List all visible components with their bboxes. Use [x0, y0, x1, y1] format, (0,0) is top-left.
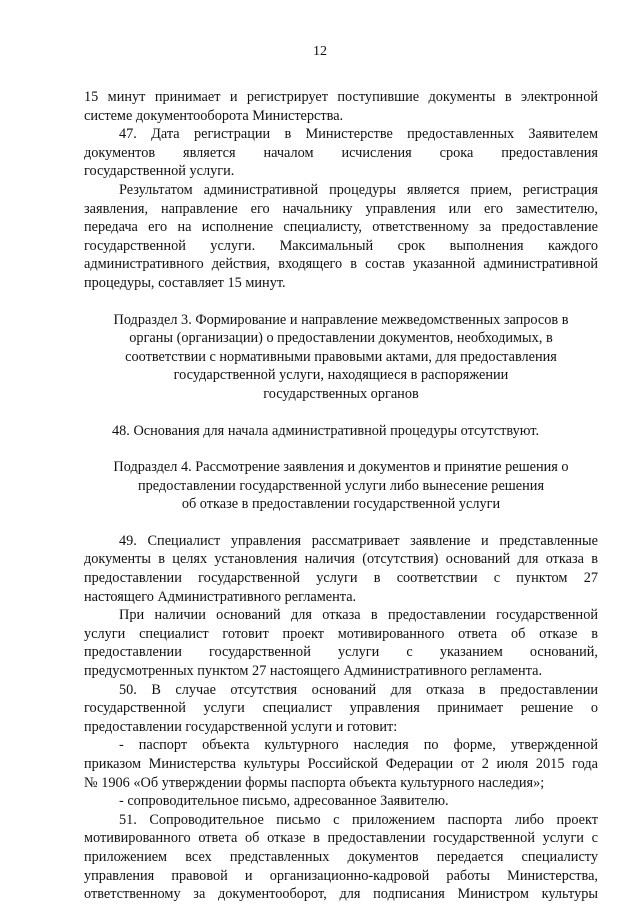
- text-line: 50. В случае отсутствия оснований для отказа в предоставлении: [119, 681, 598, 698]
- text-line: 47. Дата регистрации в Министерстве предоставленных Заявителем: [119, 126, 598, 143]
- text-line: органы (организации) о предоставлении документов, необходимых, в: [129, 330, 553, 347]
- text-line: приказом Министерства культуры Российской Федерации от 2 июля 2015 года: [84, 756, 598, 772]
- text-line: государственных органов: [263, 385, 419, 402]
- text-line: - паспорт объекта культурного наследия по форме, утвержденной: [119, 737, 598, 754]
- text-line: 49. Специалист управления рассматривает заявление и представленные: [119, 532, 598, 549]
- text-line: предоставлении государственной услуги и готовит:: [84, 718, 398, 735]
- text-line: № 1906 «Об утверждении формы паспорта объекта культурного наследия»;: [84, 774, 545, 791]
- text-line: документов является началом исчисления срока предоставления: [84, 144, 598, 161]
- text-line: соответствии с нормативными правовыми актами, для предоставления: [125, 348, 557, 365]
- text-line: государственной услуги, находящиеся в распоряжении: [173, 367, 509, 384]
- text-line: При наличии оснований для отказа в предоставлении государственной: [119, 607, 598, 624]
- text-line: 15 минут принимает и регистрирует поступившие документы в электронной: [84, 89, 598, 105]
- text-line: заявления, направление его начальнику управления или его заместителю,: [84, 200, 598, 217]
- text-line: предоставлении государственной услуги либо вынесение решения: [137, 477, 545, 494]
- text-line: процедуры, составляет 15 минут.: [84, 274, 286, 291]
- document-body: [84, 88, 598, 904]
- text-line: - сопроводительное письмо, адресованное Заявителю.: [119, 793, 449, 810]
- text-line: предоставлении государственной услуги в соответствии с пунктом 27: [84, 570, 598, 587]
- page-number: 12: [313, 44, 327, 59]
- text-line: ответственному за документооборот, для подписания Министром культуры: [84, 886, 598, 903]
- text-line: управления правовой и организационно-кадровой работы Министерства,: [84, 867, 598, 884]
- text-line: 51. Сопроводительное письмо с приложением паспорта либо проект: [119, 811, 598, 828]
- text-line: системе документооборота Министерства.: [84, 107, 344, 124]
- text-line: Результатом административной процедуры является прием, регистрация: [119, 181, 598, 198]
- text-line: настоящего Административного регламента.: [84, 588, 357, 605]
- text-line: предусмотренных пунктом 27 настоящего Административного регламента.: [84, 663, 543, 680]
- text-line: передача его на исполнение специалисту, ответственному за предоставление: [84, 219, 598, 236]
- text-line: государственной услуги.: [84, 163, 235, 180]
- text-line: приложением всех представленных документов передается специалисту: [84, 848, 598, 865]
- text-line: документы в целях установления наличия (отсутствия) оснований для отказа в: [84, 551, 598, 568]
- text-line: государственной услуги. Максимальный срок выполнения каждого: [84, 237, 598, 254]
- text-line: услуги специалист готовит проект мотивированного ответа об отказе в: [84, 625, 598, 642]
- text-line: административного действия, входящего в состав указанной административной: [84, 256, 598, 273]
- text-line: об отказе в предоставлении государственной услуги: [181, 496, 501, 513]
- text-line: Подраздел 4. Рассмотрение заявления и документов и принятие решения о: [113, 459, 569, 476]
- text-line: 48. Основания для начала административной процедуры отсутствуют.: [112, 422, 540, 439]
- text-line: предоставлении государственной услуги с указанием оснований,: [84, 644, 598, 661]
- text-line: мотивированного ответа об отказе в предоставлении государственной услуги с: [84, 830, 598, 847]
- text-line: государственной услуги специалист управления принимает решение о: [84, 700, 598, 717]
- text-line: Подраздел 3. Формирование и направление межведомственных запросов в: [113, 311, 569, 328]
